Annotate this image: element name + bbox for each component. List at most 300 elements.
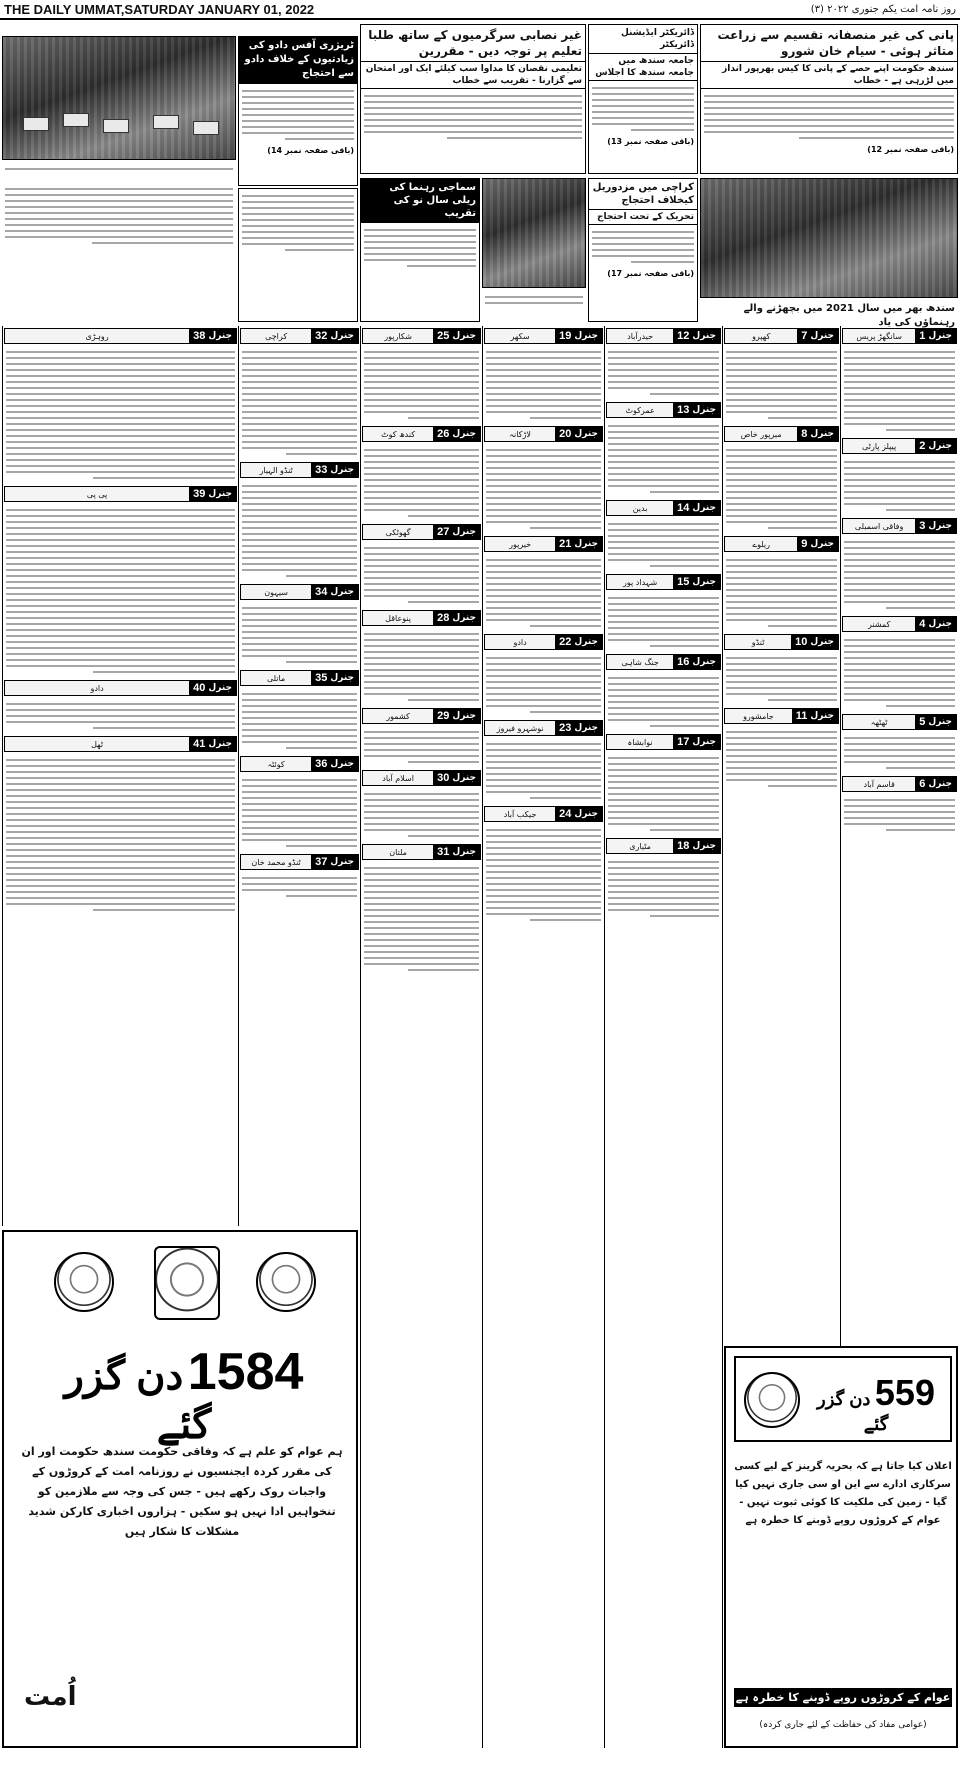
classified-entry: [361, 426, 482, 522]
entry-header: [362, 328, 481, 344]
entry-body-text: [3, 754, 238, 916]
entry-body-text: [3, 346, 238, 484]
government-emblem-icon: [54, 1252, 114, 1312]
protest-photo: [2, 36, 236, 160]
entry-label-text: جنرل: [810, 429, 834, 439]
entry-number-label: [915, 777, 956, 791]
entry-number-label: [189, 681, 236, 695]
entry-number: 13: [677, 404, 690, 416]
entry-label-text: جنرل: [330, 759, 354, 769]
entry-town: کراچی: [241, 329, 311, 343]
advertisement-bahria-notice: [724, 1346, 958, 1748]
entry-header: [842, 714, 957, 730]
entry-number: 17: [677, 736, 690, 748]
entry-header: [484, 426, 603, 442]
entry-town: ریلوے: [725, 537, 797, 551]
entry-body-text: [361, 862, 482, 976]
story-headline: ڈائریکٹر ایڈیشنل ڈائریکٹر: [589, 25, 697, 54]
entry-number-label: [189, 737, 236, 751]
entry-town: نوابشاہ: [607, 735, 673, 749]
entry-header: [362, 844, 481, 860]
entry-number-label: [673, 735, 720, 749]
classified-entry: [605, 654, 722, 732]
story-body: [239, 84, 357, 146]
classified-entry: [361, 328, 482, 424]
story-headline: پانی کی غیر منصفانہ تقسیم سے زراعت متاثر ہوئی - سیام خان شورو: [701, 25, 957, 62]
classified-entry: [483, 426, 604, 534]
classified-entry: [361, 770, 482, 842]
entry-number: 34: [315, 586, 328, 598]
entry-label-text: جنرل: [692, 841, 716, 851]
entry-header: [724, 708, 839, 724]
entry-header: [606, 500, 721, 516]
entry-body-text: [841, 456, 958, 516]
entry-town: جیکب آباد: [485, 807, 555, 821]
entry-town: ٹنڈو محمد خان: [241, 855, 311, 869]
entry-label-text: جنرل: [208, 683, 232, 693]
entry-header: [4, 486, 237, 502]
entry-number: 33: [315, 464, 328, 476]
entry-town: کھپرو: [725, 329, 797, 343]
classified-entry: [841, 328, 958, 436]
entry-number: 29: [437, 710, 450, 722]
entry-number-label: [555, 807, 602, 821]
entry-header: [606, 838, 721, 854]
entry-body-text: [239, 602, 360, 668]
entry-number: 9: [801, 538, 808, 550]
entry-header: [4, 680, 237, 696]
ad-body-text: ہم عوام کو علم ہے کہ وفاقی حکومت سندھ حکومت اور ان کی مقرر کردہ ایجنسیوں نے روزنامہ امت کے کروڑوں کے واجبات روک رکھے ہیں - جس کی وجہ سے ملازمین کو تنخواہیں ادا نہیں ہو سکیں - ہزاروں اخباری کارکن شدید مشکلات کا شکار ہیں: [21, 1445, 343, 1538]
entry-body-text: [723, 346, 840, 424]
entry-label-text: جنرل: [330, 331, 354, 341]
entry-number-label: [791, 635, 838, 649]
entry-body-text: [841, 634, 958, 712]
column-7: [2, 326, 238, 1226]
story-continued-label: (باقی صفحہ نمبر 13): [607, 137, 694, 146]
entry-number: 39: [193, 488, 206, 500]
entry-label-text: جنرل: [452, 847, 476, 857]
story-new-year-social: [360, 178, 480, 322]
entry-number-label: [433, 329, 480, 343]
entry-town: ٹھٹھہ: [843, 715, 915, 729]
masthead-title-english: THE DAILY UMMAT,SATURDAY JANUARY 01, 2022: [4, 1, 315, 17]
entry-header: [724, 536, 839, 552]
entry-number-label: [311, 855, 358, 869]
entry-number: 11: [795, 710, 808, 722]
classified-entry: [239, 854, 360, 902]
entry-label-text: جنرل: [928, 521, 952, 531]
entry-header: [484, 328, 603, 344]
entry-label-text: جنرل: [330, 465, 354, 475]
entry-town: شہداد پور: [607, 575, 673, 589]
entry-town: سانگھڑ پریس: [843, 329, 915, 343]
column-5: [360, 326, 482, 1748]
entry-header: [362, 770, 481, 786]
advertisement-ummat-dues: [2, 1230, 358, 1748]
entry-number-label: [915, 519, 956, 533]
story-headline: غیر نصابی سرگرمیوں کے ساتھ طلبا تعلیم پر توجہ دیں - مقررین: [361, 25, 585, 62]
classified-entry: [723, 634, 840, 706]
entry-label-text: جنرل: [692, 503, 716, 513]
entry-town: وفاقی اسمبلی: [843, 519, 915, 533]
entry-label-text: جنرل: [452, 711, 476, 721]
entry-label-text: جنرل: [810, 711, 834, 721]
entry-town: کمشنر: [843, 617, 915, 631]
entry-number: 40: [193, 682, 206, 694]
story-continued-label: (باقی صفحہ نمبر 12): [867, 145, 954, 154]
entry-town: ملتان: [363, 845, 433, 859]
entry-number: 27: [437, 526, 450, 538]
entry-number: 14: [677, 502, 690, 514]
entry-header: [484, 634, 603, 650]
entry-header: [606, 574, 721, 590]
entry-label-text: جنرل: [330, 673, 354, 683]
entry-number: 2: [919, 440, 926, 452]
classified-entry: [3, 680, 238, 734]
entry-town: مٹیاری: [607, 839, 673, 853]
entry-town: خیرپور: [485, 537, 555, 551]
entry-number: 23: [559, 722, 572, 734]
story-photo-caption: [2, 162, 236, 178]
entry-header: [842, 616, 957, 632]
entry-town: جنگ شاہی: [607, 655, 673, 669]
entry-body-text: [239, 872, 360, 902]
entry-town: کندھ کوٹ: [363, 427, 433, 441]
entry-number-label: [673, 655, 720, 669]
entry-number-label: [797, 537, 838, 551]
entry-town: ٹنڈو الہیار: [241, 463, 311, 477]
masthead-title-urdu: روز نامہ امت یکم جنوری ۲۰۲۲ (۳): [810, 3, 956, 15]
classified-entry: [605, 734, 722, 836]
entry-header: [842, 328, 957, 344]
entry-number-label: [189, 329, 236, 343]
days-count: 1584: [187, 1343, 304, 1401]
entry-town: اسلام آباد: [363, 771, 433, 785]
entry-number-label: [555, 721, 602, 735]
classified-entry: [3, 328, 238, 484]
classified-entry: [841, 714, 958, 774]
entry-town: جامشورو: [725, 709, 792, 723]
entry-town: عمرکوٹ: [607, 403, 673, 417]
entry-town: پیپلز پارٹی: [843, 439, 915, 453]
classified-entry: [723, 328, 840, 424]
entry-label-text: جنرل: [928, 619, 952, 629]
entry-label-text: جنرل: [452, 331, 476, 341]
entry-number: 38: [193, 330, 206, 342]
entry-body-text: [841, 346, 958, 436]
story-body: [589, 81, 697, 137]
classified-entry: [841, 616, 958, 712]
entry-body-text: [361, 444, 482, 522]
story-treasury-protest: [238, 36, 358, 186]
story-continued-label: (باقی صفحہ نمبر 14): [267, 146, 354, 155]
entry-town: دادو: [485, 635, 555, 649]
entry-body-text: [239, 480, 360, 582]
classified-entry: [605, 328, 722, 400]
entry-body-text: [841, 536, 958, 614]
entry-town: ٹھل: [5, 737, 189, 751]
entry-number-label: [555, 537, 602, 551]
entry-header: [724, 634, 839, 650]
classified-entry: [605, 574, 722, 652]
pakistan-emblem-icon: [154, 1246, 220, 1320]
entry-body-text: [605, 752, 722, 836]
entry-header: [484, 536, 603, 552]
classified-entry: [239, 328, 360, 460]
sindh-emblem-icon: [744, 1372, 800, 1428]
entry-number: 7: [801, 330, 808, 342]
classified-entry: [605, 838, 722, 922]
entry-number: 24: [559, 808, 572, 820]
classified-entry: [723, 708, 840, 792]
story-subheadline: سندھ حکومت اپنے حصے کے پانی کا کیس بھرپور انداز میں لڑرہی ہے - خطاب: [701, 62, 957, 89]
entry-number-label: [673, 329, 720, 343]
entry-body-text: [723, 444, 840, 534]
story-left-brief: [2, 182, 236, 322]
days-label: دن گزر گئے: [64, 1354, 212, 1447]
entry-header: [240, 584, 359, 600]
entry-town: روہڑی: [5, 329, 189, 343]
entry-town: بدین: [607, 501, 673, 515]
entry-number: 4: [919, 618, 926, 630]
days-counter-left: [34, 1342, 334, 1448]
entry-town: پی پی: [5, 487, 189, 501]
entry-number-label: [915, 439, 956, 453]
entry-number: 26: [437, 428, 450, 440]
story-body: [2, 182, 236, 250]
entry-body-text: [483, 346, 604, 424]
entry-body-text: [841, 732, 958, 774]
entry-body-text: [3, 698, 238, 734]
entry-header: [484, 720, 603, 736]
story-karachi-protest: [588, 178, 698, 322]
entry-body-text: [361, 628, 482, 706]
column-3: [604, 326, 722, 1748]
story-shore-caption: [482, 290, 586, 322]
classified-entry: [605, 500, 722, 572]
entry-header: [362, 426, 481, 442]
classified-entry: [841, 438, 958, 516]
entry-label-text: جنرل: [692, 577, 716, 587]
entry-number-label: [311, 329, 358, 343]
entry-label-text: جنرل: [574, 637, 598, 647]
entry-number-label: [433, 771, 480, 785]
entry-number-label: [673, 575, 720, 589]
entry-town: نوشہرو فیروز: [485, 721, 555, 735]
classified-entry: [361, 524, 482, 608]
story-body: [361, 89, 585, 145]
entry-number: 1: [919, 330, 926, 342]
entry-number-label: [673, 501, 720, 515]
story-misc-brief: [238, 188, 358, 322]
classified-entry: [483, 806, 604, 926]
entry-label-text: جنرل: [928, 441, 952, 451]
classified-entry: [723, 426, 840, 534]
story-memorial: [700, 300, 958, 328]
entry-number-label: [189, 487, 236, 501]
entry-number-label: [673, 403, 720, 417]
story-continued-label: (باقی صفحہ نمبر 17): [607, 269, 694, 278]
story-headline: کراچی میں مزدوریل کیخلاف احتجاج: [589, 179, 697, 210]
entry-town: حیدرآباد: [607, 329, 673, 343]
entry-number-label: [311, 671, 358, 685]
entry-header: [842, 438, 957, 454]
classified-entry: [361, 844, 482, 976]
entry-body-text: [605, 672, 722, 732]
entry-number-label: [433, 845, 480, 859]
entry-number: 28: [437, 612, 450, 624]
entry-header: [362, 524, 481, 540]
entry-number-label: [555, 635, 602, 649]
entry-header: [240, 670, 359, 686]
entry-body-text: [605, 592, 722, 652]
story-body: [701, 89, 957, 145]
entry-header: [240, 756, 359, 772]
entry-number: 12: [677, 330, 690, 342]
classified-entry: [841, 776, 958, 836]
entry-body-text: [483, 652, 604, 718]
entry-header: [724, 328, 839, 344]
entry-town: ماتلی: [241, 671, 311, 685]
entry-body-text: [605, 346, 722, 400]
entry-number-label: [915, 329, 956, 343]
classified-entry: [483, 720, 604, 804]
entry-number-label: [555, 329, 602, 343]
entry-body-text: [605, 856, 722, 922]
entry-header: [240, 462, 359, 478]
ad-body-text: اعلان کیا جاتا ہے کہ بحریہ گرینز کے لیے کسی سرکاری ادارے سے این او سی جاری نہیں کیا گیا - زمین کی ملکیت کا کوئی ثبوت نہیں - عوام کے کروڑوں روپے ڈوبنے کا خطرہ ہے: [734, 1461, 952, 1526]
story-body: [361, 223, 479, 273]
entry-body-text: [841, 794, 958, 836]
entry-label-text: جنرل: [208, 331, 232, 341]
entry-label-text: جنرل: [810, 331, 834, 341]
entry-label-text: جنرل: [574, 331, 598, 341]
entry-label-text: جنرل: [452, 429, 476, 439]
classified-entry: [841, 518, 958, 614]
classified-entry: [483, 634, 604, 718]
entry-header: [240, 854, 359, 870]
entry-number: 18: [677, 840, 690, 852]
entry-label-text: جنرل: [810, 637, 834, 647]
entry-body-text: [483, 738, 604, 804]
classified-entry: [3, 486, 238, 678]
classified-entry: [239, 462, 360, 582]
entry-label-text: جنرل: [574, 429, 598, 439]
classified-grid: [0, 326, 960, 1748]
entry-number-label: [433, 611, 480, 625]
entry-label-text: جنرل: [208, 739, 232, 749]
entry-town: سیہون: [241, 585, 311, 599]
entry-body-text: [605, 420, 722, 498]
entry-town: قاسم آباد: [843, 777, 915, 791]
entry-number-label: [915, 715, 956, 729]
entry-number: 19: [559, 330, 572, 342]
entry-number: 20: [559, 428, 572, 440]
entry-number-label: [311, 757, 358, 771]
entry-number-label: [311, 585, 358, 599]
days-label: دن گزر گئے: [817, 1389, 889, 1434]
entry-label-text: جنرل: [928, 779, 952, 789]
entry-label-text: جنرل: [692, 405, 716, 415]
entry-town: کشمور: [363, 709, 433, 723]
entry-header: [724, 426, 839, 442]
entry-town: میرپور خاص: [725, 427, 797, 441]
entry-number-label: [792, 709, 838, 723]
entry-header: [842, 518, 957, 534]
entry-town: لاڑکانہ: [485, 427, 555, 441]
entry-body-text: [483, 554, 604, 632]
entry-number: 30: [437, 772, 450, 784]
entry-town: ٹنڈو: [725, 635, 791, 649]
entry-label-text: جنرل: [452, 527, 476, 537]
entry-number-label: [797, 329, 838, 343]
classified-entry: [605, 402, 722, 498]
entry-number: 41: [193, 738, 206, 750]
entry-body-text: [605, 518, 722, 572]
entry-label-text: جنرل: [928, 717, 952, 727]
entry-label-text: جنرل: [692, 331, 716, 341]
ad-warning-banner: عوام کے کروڑوں روپے ڈوبنے کا خطرہ ہے: [734, 1688, 952, 1707]
story-body: [589, 225, 697, 269]
ad-footer-note: (عوامی مفاد کی حفاظت کے لئے جاری کردہ): [759, 1720, 927, 1730]
entry-body-text: [239, 346, 360, 460]
story-water-distribution: [700, 24, 958, 174]
ummat-brand-logo: اُمت: [24, 1682, 77, 1712]
entry-number: 32: [315, 330, 328, 342]
entry-number: 8: [801, 428, 808, 440]
classified-entry: [3, 736, 238, 916]
entry-number: 21: [559, 538, 572, 550]
entry-label-text: جنرل: [330, 587, 354, 597]
entry-number: 10: [795, 636, 808, 648]
entry-number: 36: [315, 758, 328, 770]
story-university-meeting: [588, 24, 698, 174]
story-headline: سندھ بھر میں سال 2021 میں بچھڑنے والے رہنماؤں کی یاد: [700, 300, 958, 332]
classified-entry: [483, 328, 604, 424]
entry-body-text: [483, 824, 604, 926]
story-subheadline: تعلیمی نقصان کا مداوا سب کیلئے ایک اور امتحان سے گزارنا - تقریب سے خطاب: [361, 62, 585, 89]
entry-number-label: [433, 427, 480, 441]
entry-label-text: جنرل: [452, 613, 476, 623]
days-count: 559: [874, 1372, 935, 1413]
entry-body-text: [361, 346, 482, 424]
story-students-education: [360, 24, 586, 174]
story-body: [239, 189, 357, 257]
entry-body-text: [239, 688, 360, 754]
classified-entry: [361, 610, 482, 706]
entry-header: [484, 806, 603, 822]
classified-entry: [361, 708, 482, 768]
entry-number: 31: [437, 846, 450, 858]
entry-header: [240, 328, 359, 344]
entry-label-text: جنرل: [574, 539, 598, 549]
entry-header: [606, 654, 721, 670]
entry-number-label: [433, 709, 480, 723]
entry-town: دادو: [5, 681, 189, 695]
entry-number-label: [555, 427, 602, 441]
entry-body-text: [361, 726, 482, 768]
entry-town: سکھر: [485, 329, 555, 343]
top-stories-band: [0, 24, 960, 328]
entry-body-text: [361, 788, 482, 842]
classified-entry: [483, 536, 604, 632]
days-counter-right: [734, 1356, 952, 1442]
entry-label-text: جنرل: [330, 857, 354, 867]
entry-town: پنوعاقل: [363, 611, 433, 625]
entry-label-text: جنرل: [692, 657, 716, 667]
entry-label-text: جنرل: [452, 773, 476, 783]
story-subheadline: تحریک کے تحت احتجاج: [589, 210, 697, 225]
